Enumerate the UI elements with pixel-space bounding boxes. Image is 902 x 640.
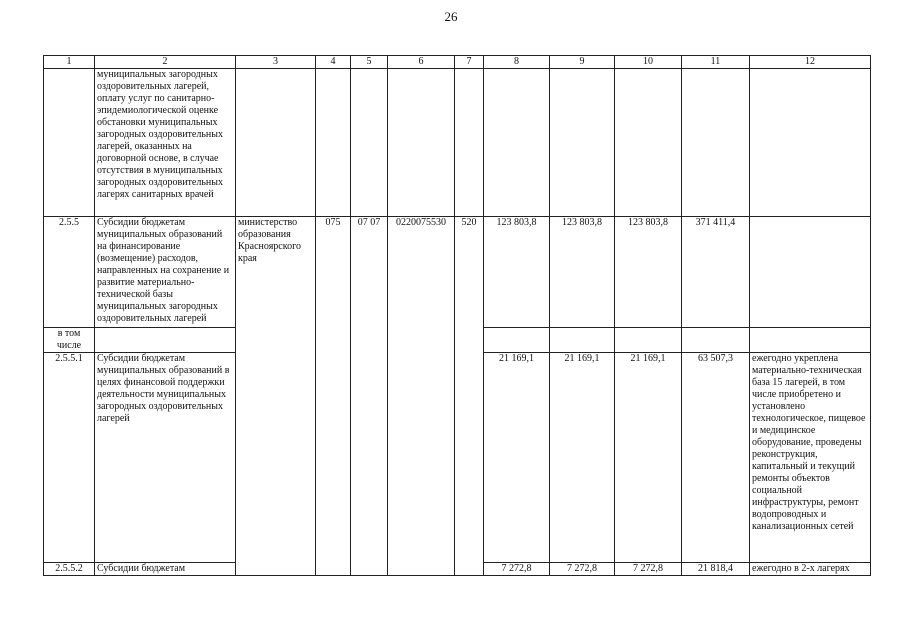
header-row	[44, 56, 871, 69]
cell-value-10: 123 803,8	[615, 217, 682, 328]
cell-value-10: 7 272,8	[615, 563, 682, 576]
cell-num: 2.5.5	[44, 217, 95, 328]
cell-empty	[750, 69, 871, 217]
col-header-2: 2	[95, 56, 236, 69]
cell-empty	[236, 563, 316, 576]
col-header-8: 8	[484, 56, 550, 69]
cell-empty	[455, 563, 484, 576]
cell-empty	[550, 69, 615, 217]
col-header-12: 12	[750, 56, 871, 69]
cell-empty	[615, 328, 682, 353]
col-header-10: 10	[615, 56, 682, 69]
cell-empty	[316, 353, 351, 563]
cell-empty	[316, 328, 351, 353]
cell-value-11: 371 411,4	[682, 217, 750, 328]
cell-empty	[750, 328, 871, 353]
cell-in-that-number: в том числе	[44, 328, 95, 353]
cell-result: ежегодно в 2-х лагерях	[750, 563, 871, 576]
table-row-2-5-5	[44, 217, 871, 328]
cell-code-7: 520	[455, 217, 484, 328]
cell-result	[750, 217, 871, 328]
cell-description: муниципальных загородных оздоровительных лагерей, оплату услуг по санитарно-эпидемиологической оценке обстановки муниципальных загородных оздоровительных лагерей, оказанных на договорной основе, в случае отсутствия в муниципальных загородных оздоровительных лагерях санитарных врачей	[95, 69, 236, 217]
cell-empty	[484, 328, 550, 353]
cell-value-10: 21 169,1	[615, 353, 682, 563]
cell-description: Субсидии бюджетам муниципальных образований в целях финансовой поддержки деятельности муниципальных загородных оздоровительных лагерей	[95, 353, 236, 563]
cell-empty	[236, 353, 316, 563]
cell-empty	[236, 69, 316, 217]
cell-empty	[484, 69, 550, 217]
cell-empty	[682, 69, 750, 217]
cell-result: ежегодно укреплена материально-техническая база 15 лагерей, в том числе приобретено и установлено технологическое, пищевое и медицинское оборудование, проведены реконструкция, капитальный и текущий ремонты объектов социальной инфраструктуры, ремонт водопроводных и канализационных сетей	[750, 353, 871, 563]
cell-empty	[316, 563, 351, 576]
col-header-6: 6	[388, 56, 455, 69]
cell-empty	[316, 69, 351, 217]
cell-empty	[236, 328, 316, 353]
cell-description: Субсидии бюджетам	[95, 563, 236, 576]
col-header-7: 7	[455, 56, 484, 69]
cell-empty	[615, 69, 682, 217]
table-row-in-that-number	[44, 328, 871, 353]
cell-empty	[388, 69, 455, 217]
col-header-11: 11	[682, 56, 750, 69]
cell-value-11: 63 507,3	[682, 353, 750, 563]
cell-num: 2.5.5.2	[44, 563, 95, 576]
cell-empty	[388, 353, 455, 563]
cell-code-5: 07 07	[351, 217, 388, 328]
cell-value-9: 123 803,8	[550, 217, 615, 328]
cell-value-8: 7 272,8	[484, 563, 550, 576]
cell-num	[44, 69, 95, 217]
cell-description: Субсидии бюджетам муниципальных образований на финансирование (возмещение) расходов, направленных на сохранение и развитие материально-технической базы муниципальных загородных оздоровительных лагерей	[95, 217, 236, 328]
cell-empty	[550, 328, 615, 353]
cell-empty	[351, 353, 388, 563]
table-row-2-5-5-2	[44, 563, 871, 576]
col-header-3: 3	[236, 56, 316, 69]
cell-empty	[388, 563, 455, 576]
cell-value-11: 21 818,4	[682, 563, 750, 576]
col-header-9: 9	[550, 56, 615, 69]
cell-empty	[351, 563, 388, 576]
cell-code-4: 075	[316, 217, 351, 328]
program-table	[43, 55, 871, 576]
cell-value-8: 21 169,1	[484, 353, 550, 563]
cell-value-9: 7 272,8	[550, 563, 615, 576]
cell-empty	[455, 353, 484, 563]
cell-empty	[95, 328, 236, 353]
cell-value-9: 21 169,1	[550, 353, 615, 563]
cell-num: 2.5.5.1	[44, 353, 95, 563]
col-header-4: 4	[316, 56, 351, 69]
cell-empty	[682, 328, 750, 353]
table-row-continuation	[44, 69, 871, 217]
cell-code-6: 0220075530	[388, 217, 455, 328]
cell-grbs: министерство образования Красноярского края	[236, 217, 316, 328]
cell-empty	[351, 69, 388, 217]
cell-value-8: 123 803,8	[484, 217, 550, 328]
cell-empty	[455, 69, 484, 217]
cell-empty	[351, 328, 388, 353]
table-row-2-5-5-1	[44, 353, 871, 563]
cell-empty	[388, 328, 455, 353]
col-header-1: 1	[44, 56, 95, 69]
page-number: 26	[444, 9, 458, 24]
col-header-5: 5	[351, 56, 388, 69]
cell-empty	[455, 328, 484, 353]
